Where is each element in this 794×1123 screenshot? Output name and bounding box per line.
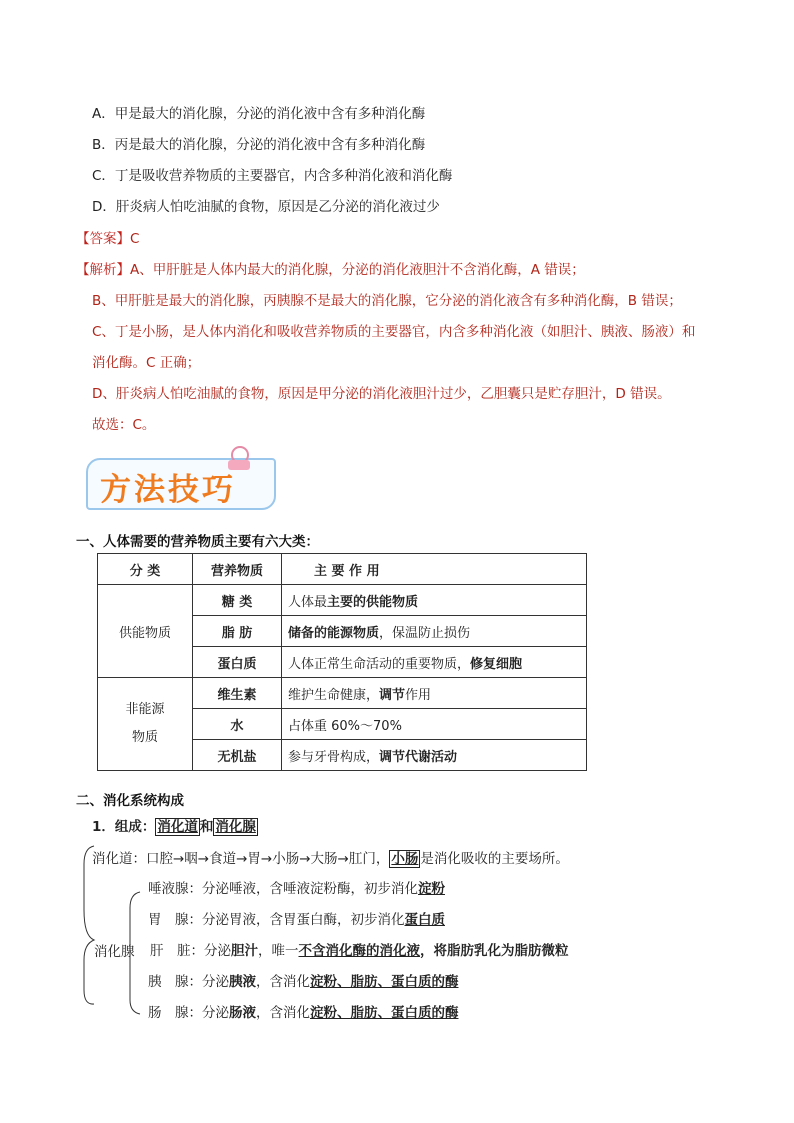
- table-header-row: [98, 554, 587, 585]
- section-digestive-heading: 二、消化系统构成: [76, 793, 184, 809]
- answer-label: 【答案】: [76, 231, 130, 247]
- option-c: C．丁是吸收营养物质的主要器官，内含多种消化液和消化酶: [92, 168, 453, 184]
- nutrients-table: [97, 553, 587, 771]
- table-row: 水 占体重 60%～70%: [98, 709, 587, 740]
- table-row: 无机盐 参与牙骨构成，调节代谢活动: [98, 740, 587, 771]
- analysis-line-d: D、肝炎病人怕吃油腻的食物，原因是甲分泌的消化液胆汁过少，乙胆囊只是贮存胆汁，D 错误。: [92, 386, 671, 402]
- header-category: 分 类: [98, 554, 193, 585]
- option-a: A．甲是最大的消化腺，分泌的消化液中含有多种消化酶: [92, 106, 426, 122]
- table-row: 供能物质 糖 类 人体最主要的供能物质: [98, 585, 587, 616]
- method-tips-banner: [78, 452, 278, 512]
- composition-line: 1．组成： 消化道 和 消化腺: [92, 819, 256, 835]
- analysis-conclusion: 故选：C。: [92, 417, 156, 433]
- gland-label: 消化腺: [94, 944, 135, 960]
- digestive-tract-line: 消化道：口腔→咽→食道→胃→小肠→大肠→肛门， 小肠 是消化吸收的主要场所。: [92, 851, 569, 867]
- gland-saliva: 唾液腺：分泌唾液，含唾液淀粉酶，初步消化淀粉: [148, 881, 445, 897]
- answer-line: [76, 227, 139, 247]
- banner-title: 方法技巧: [100, 472, 236, 508]
- section-nutrients-heading: 一、人体需要的营养物质主要有六大类：: [76, 534, 319, 550]
- digestive-gland-box: 消化腺: [215, 819, 256, 835]
- table-row: 非能源 物质 维生素 维护生命健康，调节作用: [98, 678, 587, 709]
- analysis-line-b: B、甲肝脏是最大的消化腺，丙胰腺不是最大的消化腺，它分泌的消化液含有多种消化酶，B 错误；: [92, 293, 682, 309]
- option-d: D．肝炎病人怕吃油腻的食物，原因是乙分泌的消化液过少: [92, 199, 440, 215]
- group-nonenergy: 非能源 物质: [98, 678, 193, 771]
- analysis-first: 【解析】A、甲肝脏是人体内最大的消化腺，分泌的消化液胆汁不含消化酶，A 错误；: [76, 262, 585, 278]
- gland-pancreas: 胰 腺：分泌胰液，含消化淀粉、脂肪、蛋白质的酶: [148, 974, 459, 990]
- analysis-line-c: C、丁是小肠，是人体内消化和吸收营养物质的主要器官，内含多种消化液（如胆汁、胰液、肠液）和: [92, 324, 696, 340]
- group-energy: 供能物质: [98, 585, 193, 678]
- analysis-line-c2: 消化酶。C 正确；: [92, 355, 201, 371]
- gland-liver: 肝 脏：分泌胆汁，唯一不含消化酶的消化液，将脂肪乳化为脂肪微粒: [150, 943, 569, 959]
- answer-value: C: [130, 231, 140, 247]
- header-function: 主 要 作 用: [282, 554, 587, 585]
- header-nutrient: 营养物质: [193, 554, 282, 585]
- analysis-label: 【解析】: [76, 262, 130, 278]
- brace-lines: [80, 840, 150, 1020]
- gland-intestinal: 肠 腺：分泌肠液，含消化淀粉、脂肪、蛋白质的酶: [148, 1005, 459, 1021]
- digestive-tract-box: 消化道: [157, 819, 198, 835]
- small-intestine-box: 小肠: [391, 851, 419, 867]
- gland-stomach: 胃 腺：分泌胃液，含胃蛋白酶，初步消化蛋白质: [148, 912, 445, 928]
- option-b: B．丙是最大的消化腺，分泌的消化液中含有多种消化酶: [92, 137, 426, 153]
- table-row: 蛋白质 人体正常生命活动的重要物质，修复细胞: [98, 647, 587, 678]
- table-row: 脂 肪 储备的能源物质，保温防止损伤: [98, 616, 587, 647]
